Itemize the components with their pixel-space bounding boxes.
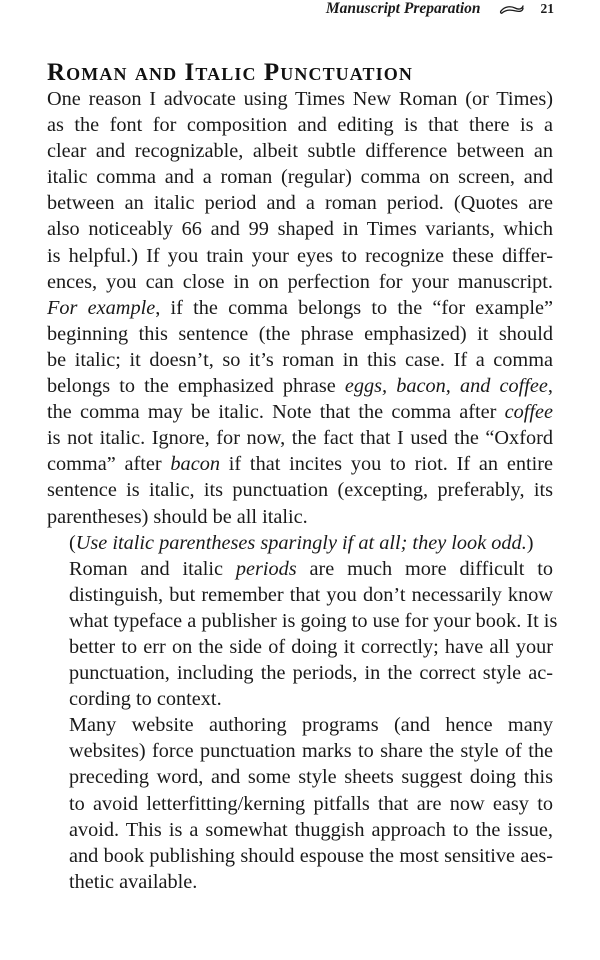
text-run: beginning this sentence (the phrase emphasized) it should	[47, 322, 553, 345]
text-line	[47, 243, 553, 269]
text-line	[47, 451, 553, 477]
page-number: 21	[540, 1, 554, 16]
text-run: )	[526, 531, 534, 554]
text-run: parentheses) should be all italic.	[47, 505, 308, 528]
text-line	[47, 686, 553, 712]
text-run: clear and recognizable, albeit subtle difference between an	[47, 140, 553, 163]
text-line	[47, 321, 553, 347]
text-run: italic comma and a roman (regular) comma on screen, and	[47, 166, 553, 189]
text-line	[47, 634, 553, 660]
italic-text: For example	[47, 296, 156, 319]
text-run: sentence is italic, its punctuation (excepting, preferably, its	[47, 479, 553, 502]
text-line	[47, 138, 553, 164]
text-line	[47, 269, 553, 295]
running-head-title: Manuscript Preparation	[325, 0, 481, 17]
text-line	[47, 582, 553, 608]
paragraph	[47, 86, 553, 530]
text-run: , if the comma belongs to the “for example”	[155, 296, 553, 319]
italic-text: coffee	[504, 401, 553, 424]
text-run: (	[69, 531, 76, 554]
paragraph	[47, 556, 558, 713]
text-run: cording to context.	[69, 688, 222, 711]
text-line	[47, 556, 553, 582]
text-run: distinguish, but remember that you don’t necessarily know	[69, 583, 553, 606]
text-line	[47, 504, 553, 530]
text-line	[47, 660, 553, 686]
text-line	[47, 477, 553, 503]
text-run: what typeface a publisher is going to use for your book. It is	[69, 609, 558, 632]
text-line	[47, 425, 553, 451]
text-line	[47, 738, 553, 764]
text-run: ences, you can close in on perfection for your manuscript.	[47, 270, 553, 293]
text-run: is helpful.) If you train your eyes to recognize these differ-	[47, 244, 553, 267]
text-run: to avoid letterfitting/kerning pitfalls that are now easy to	[69, 792, 553, 815]
italic-text: eggs, bacon, and coffee	[344, 375, 548, 398]
text-run: punctuation, including the periods, in the correct style ac-	[69, 662, 553, 685]
text-run: thetic available.	[69, 870, 198, 893]
text-run: preceding word, and some style sheets suggest doing this	[69, 766, 553, 789]
text-run: comma” after	[47, 453, 171, 476]
text-line	[47, 530, 553, 556]
scroll-flourish-icon	[499, 3, 525, 15]
text-line	[47, 608, 558, 634]
text-line	[47, 347, 553, 373]
text-line	[47, 295, 553, 321]
text-run: are much more difficult to	[296, 557, 554, 580]
text-run: between an italic period and a roman period. (Quotes are	[47, 192, 553, 215]
text-run: if that incites you to riot. If an entire	[219, 453, 554, 476]
text-run: One reason I advocate using Times New Roman (or Times)	[47, 88, 553, 110]
italic-text: bacon	[170, 453, 220, 476]
text-line	[47, 373, 553, 399]
text-line	[47, 869, 553, 895]
text-line	[47, 817, 553, 843]
running-head	[326, 0, 554, 18]
text-run: be italic; it doesn’t, so it’s roman in this case. If a comma	[47, 348, 553, 371]
text-run: avoid. This is a somewhat thuggish approach to the issue,	[69, 818, 553, 841]
text-line	[47, 712, 553, 738]
italic-text: periods	[235, 557, 297, 580]
text-run: ,	[547, 375, 553, 398]
body-text	[47, 86, 558, 895]
text-run: as the font for composition and editing is that there is a	[47, 114, 553, 137]
text-line	[47, 843, 553, 869]
paragraph	[47, 530, 553, 556]
text-run: belongs to the emphasized phrase	[47, 375, 345, 398]
text-line	[47, 112, 553, 138]
text-run: better to err on the side of doing it correctly; have all your	[69, 635, 553, 658]
text-line	[47, 164, 553, 190]
text-run: also noticeably 66 and 99 shaped in Times variants, which	[47, 218, 553, 241]
text-run: and book publishing should espouse the most sensitive aes-	[69, 844, 553, 867]
text-line	[47, 764, 553, 790]
text-line	[47, 791, 553, 817]
paragraph	[47, 712, 553, 895]
section-heading: Roman and Italic Punctuation	[47, 59, 413, 86]
text-line	[47, 190, 553, 216]
text-run: websites) force punctuation marks to share the style of the	[69, 740, 553, 763]
text-run: Roman and italic	[69, 557, 236, 580]
italic-text: Use italic parentheses sparingly if at all; they look odd.	[75, 531, 527, 554]
text-run: Many website authoring programs (and hence many	[69, 714, 553, 737]
text-line	[47, 86, 553, 112]
text-run: the comma may be italic. Note that the comma after	[47, 401, 505, 424]
text-line	[47, 399, 553, 425]
text-run: is not italic. Ignore, for now, the fact that I used the “Oxford	[47, 427, 553, 450]
text-line	[47, 216, 553, 242]
